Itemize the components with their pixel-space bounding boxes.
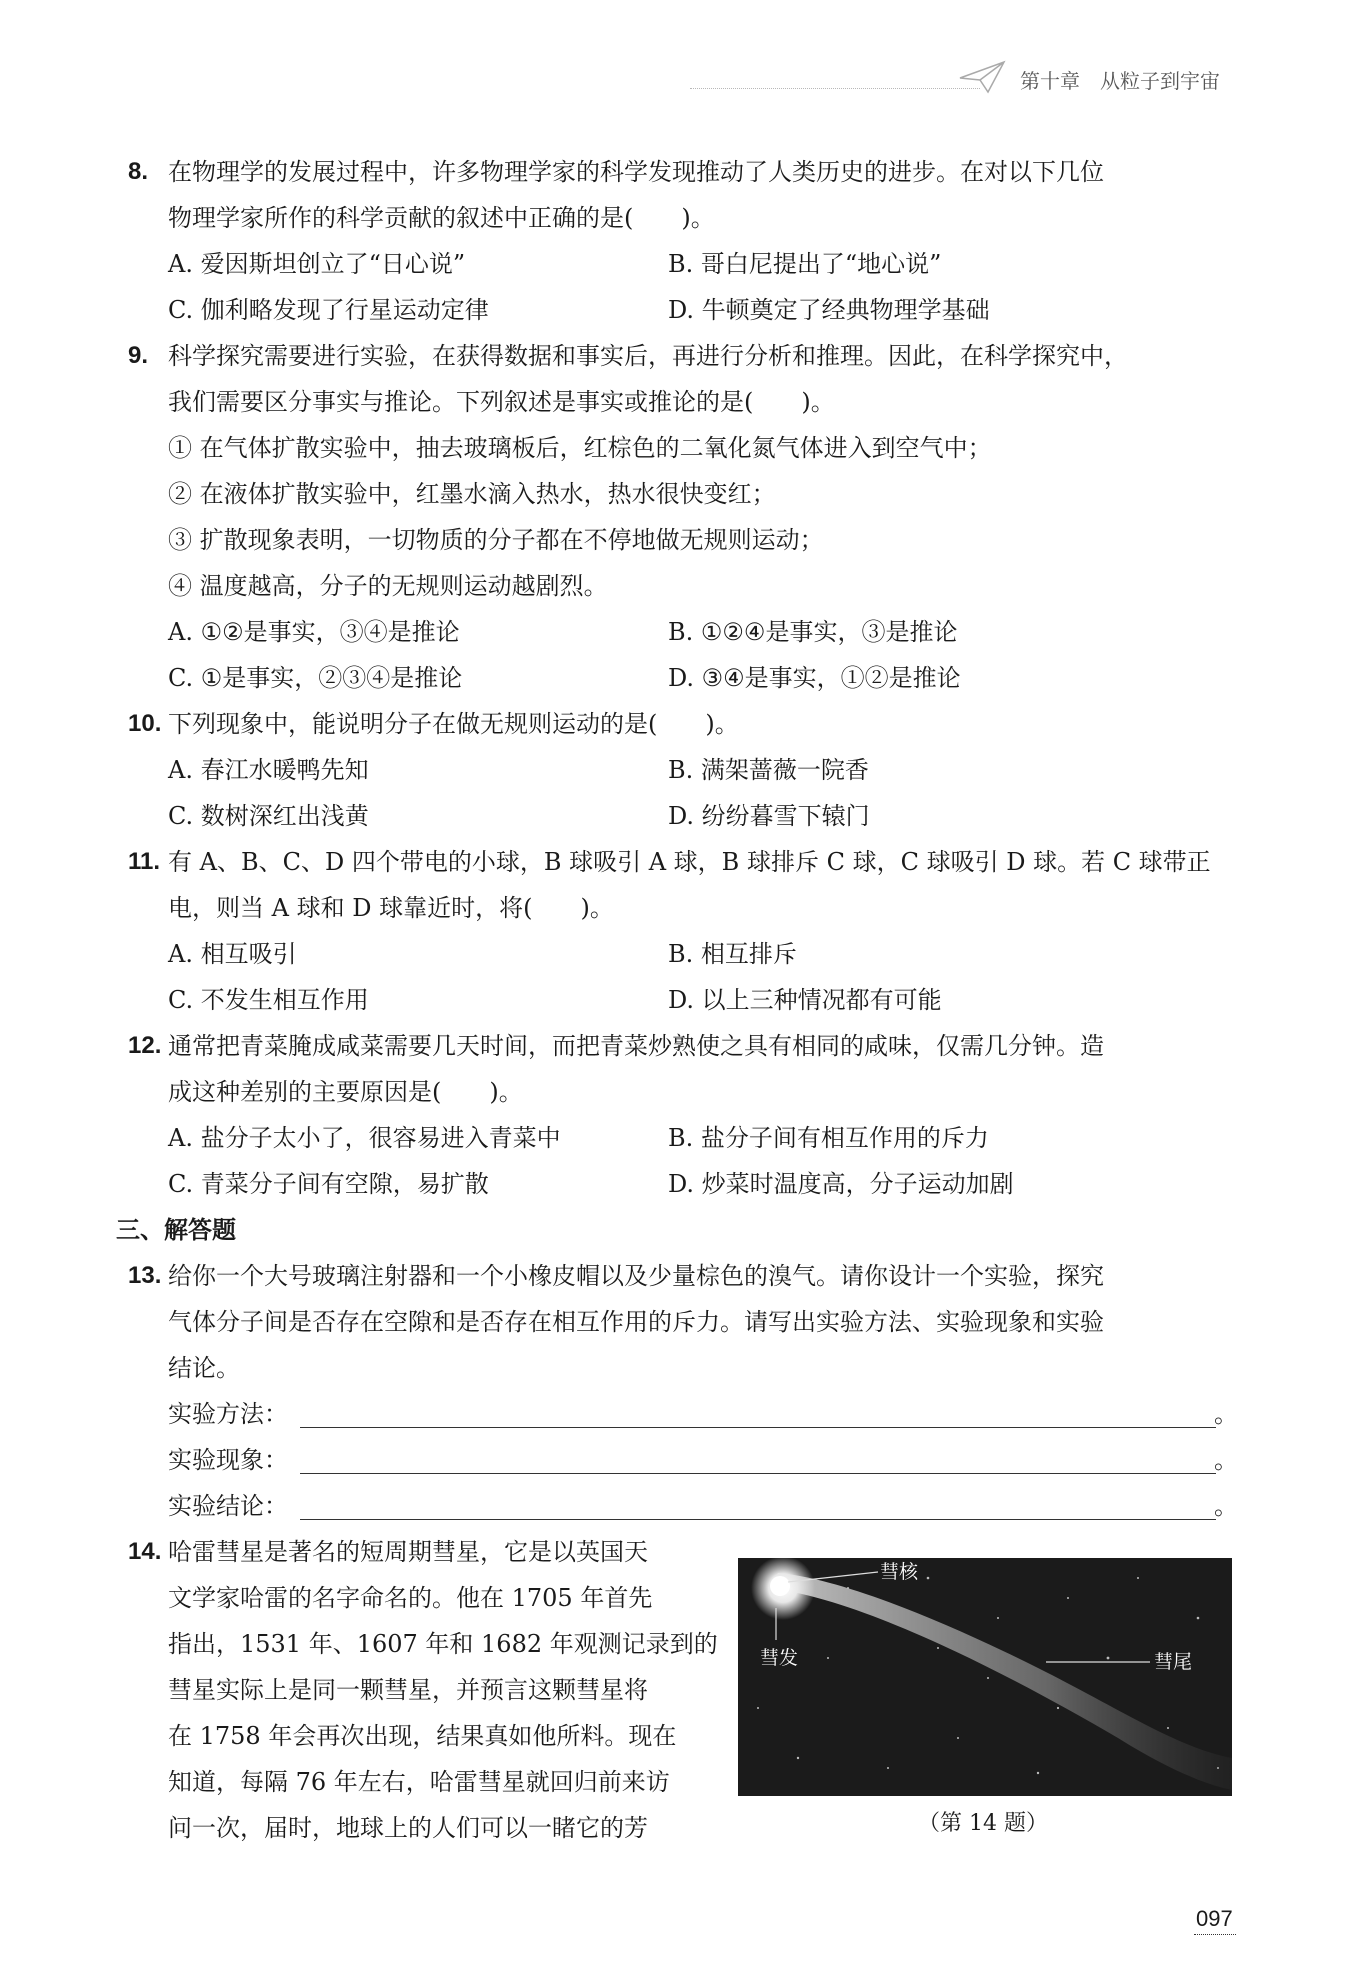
label-nucleus: 彗核 bbox=[880, 1561, 919, 1583]
option-c: C. 不发生相互作用 bbox=[168, 986, 369, 1014]
comet-illustration bbox=[738, 1558, 1232, 1796]
option-d: D. 纷纷暮雪下辕门 bbox=[668, 802, 870, 830]
question-text: 我们需要区分事实与推论。下列叙述是事实或推论的是( )。 bbox=[168, 388, 835, 416]
statement-2: ② 在液体扩散实验中，红墨水滴入热水，热水很快变红； bbox=[168, 480, 776, 508]
answer-field-phenomenon[interactable] bbox=[168, 1437, 1238, 1483]
question-number: 14. bbox=[128, 1538, 162, 1565]
question-text: 通常把青菜腌成咸菜需要几天时间，而把青菜炒熟使之具有相同的咸味，仅需几分钟。造 bbox=[168, 1032, 1104, 1060]
option-a: A. 春江水暖鸭先知 bbox=[168, 756, 369, 784]
statement-4: ④ 温度越高，分子的无规则运动越剧烈。 bbox=[168, 572, 608, 600]
option-b: B. 相互排斥 bbox=[668, 940, 797, 968]
statement-1: ① 在气体扩散实验中，抽去玻璃板后，红棕色的二氧化氮气体进入到空气中； bbox=[168, 434, 992, 462]
answer-blank-line[interactable] bbox=[300, 1473, 1216, 1474]
option-b: B. 哥白尼提出了“地心说” bbox=[668, 250, 942, 278]
option-d: D. ③④是事实，①②是推论 bbox=[668, 664, 961, 692]
option-b: B. 盐分子间有相互作用的斥力 bbox=[668, 1124, 989, 1152]
question-text: 成这种差别的主要原因是( )。 bbox=[168, 1078, 523, 1106]
section-heading: 三、解答题 bbox=[116, 1215, 236, 1244]
answer-field-conclusion[interactable] bbox=[168, 1483, 1238, 1529]
page-number-underline bbox=[1194, 1934, 1236, 1935]
option-b: B. ①②④是事实，③是推论 bbox=[668, 618, 958, 646]
question-text: 在 1758 年会再次出现，结果真如他所料。现在 bbox=[168, 1722, 677, 1750]
question-text: 下列现象中，能说明分子在做无规则运动的是( )。 bbox=[168, 710, 739, 738]
label-tail: 彗尾 bbox=[1154, 1651, 1193, 1673]
statement-3: ③ 扩散现象表明，一切物质的分子都在不停地做无规则运动； bbox=[168, 526, 824, 554]
question-number: 10. bbox=[128, 710, 162, 737]
answer-blank-line[interactable] bbox=[300, 1427, 1216, 1428]
field-end-mark: 。 bbox=[1214, 1492, 1238, 1520]
option-a: A. 相互吸引 bbox=[168, 940, 297, 968]
option-b: B. 满架蔷薇一院香 bbox=[668, 756, 869, 784]
option-d: D. 牛顿奠定了经典物理学基础 bbox=[668, 296, 990, 324]
page-header bbox=[690, 60, 1310, 100]
question-number: 8. bbox=[128, 158, 149, 185]
field-label: 实验方法： bbox=[168, 1400, 288, 1428]
question-text: 科学探究需要进行实验，在获得数据和事实后，再进行分析和推理。因此，在科学探究中， bbox=[168, 342, 1128, 370]
page-number: 097 bbox=[1196, 1906, 1233, 1931]
question-text: 指出，1531 年、1607 年和 1682 年观测记录到的 bbox=[168, 1630, 718, 1658]
question-number: 9. bbox=[128, 342, 149, 369]
option-d: D. 以上三种情况都有可能 bbox=[668, 986, 942, 1014]
question-text: 物理学家所作的科学贡献的叙述中正确的是( )。 bbox=[168, 204, 715, 232]
question-text: 给你一个大号玻璃注射器和一个小橡皮帽以及少量棕色的溴气。请你设计一个实验，探究 bbox=[168, 1262, 1104, 1290]
question-text: 知道，每隔 76 年左右，哈雷彗星就回归前来访 bbox=[168, 1768, 670, 1796]
question-number: 11. bbox=[128, 848, 161, 875]
question-text: 问一次，届时，地球上的人们可以一睹它的芳 bbox=[168, 1814, 648, 1842]
question-text: 电，则当 A 球和 D 球靠近时，将( )。 bbox=[168, 894, 614, 922]
option-c: C. 数树深红出浅黄 bbox=[168, 802, 369, 830]
option-a: A. 盐分子太小了，很容易进入青菜中 bbox=[168, 1124, 561, 1152]
comet-photo bbox=[738, 1558, 1232, 1796]
question-number: 12. bbox=[128, 1032, 162, 1059]
question-text: 文学家哈雷的名字命名的。他在 1705 年首先 bbox=[168, 1584, 653, 1612]
question-text: 有 A、B、C、D 四个带电的小球，B 球吸引 A 球，B 球排斥 C 球，C 球吸引 D 球。若 C 球带正 bbox=[168, 848, 1211, 876]
question-text: 哈雷彗星是著名的短周期彗星，它是以英国天 bbox=[168, 1538, 648, 1566]
paper-plane-icon bbox=[958, 60, 1006, 94]
option-c: C. 伽利略发现了行星运动定律 bbox=[168, 296, 489, 324]
figure-caption: （第 14 题） bbox=[918, 1811, 1048, 1836]
header-dotted-line bbox=[690, 88, 980, 89]
label-coma: 彗发 bbox=[760, 1647, 799, 1669]
field-label: 实验现象： bbox=[168, 1446, 288, 1474]
field-label: 实验结论： bbox=[168, 1492, 288, 1520]
option-c: C. ①是事实，②③④是推论 bbox=[168, 664, 463, 692]
chapter-title: 第十章 从粒子到宇宙 bbox=[1020, 69, 1220, 93]
question-text: 气体分子间是否存在空隙和是否存在相互作用的斥力。请写出实验方法、实验现象和实验 bbox=[168, 1308, 1104, 1336]
answer-field-method[interactable] bbox=[168, 1391, 1238, 1437]
option-c: C. 青菜分子间有空隙，易扩散 bbox=[168, 1170, 489, 1198]
question-text: 结论。 bbox=[168, 1354, 240, 1382]
answer-blank-line[interactable] bbox=[300, 1519, 1216, 1520]
question-number: 13. bbox=[128, 1262, 162, 1289]
question-text: 在物理学的发展过程中，许多物理学家的科学发现推动了人类历史的进步。在对以下几位 bbox=[168, 158, 1104, 186]
option-a: A. 爱因斯坦创立了“日心说” bbox=[168, 250, 466, 278]
option-d: D. 炒菜时温度高，分子运动加剧 bbox=[668, 1170, 1014, 1198]
option-a: A. ①②是事实，③④是推论 bbox=[168, 618, 460, 646]
question-text: 彗星实际上是同一颗彗星，并预言这颗彗星将 bbox=[168, 1676, 648, 1704]
field-end-mark: 。 bbox=[1214, 1446, 1238, 1474]
field-end-mark: 。 bbox=[1214, 1400, 1238, 1428]
